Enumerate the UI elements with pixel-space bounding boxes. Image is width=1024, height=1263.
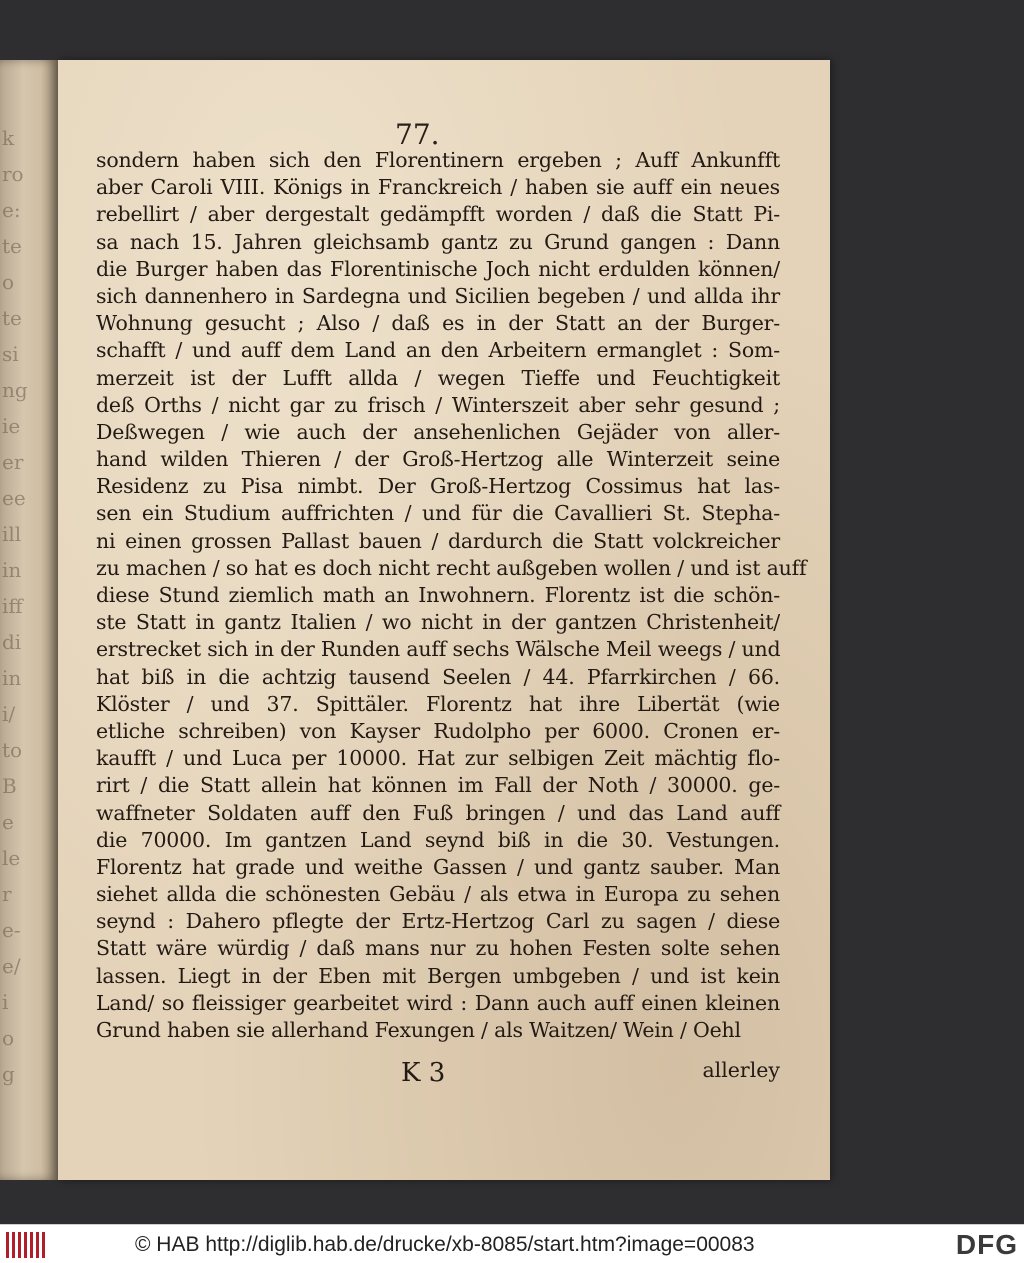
text-line: Florentz hat grade und weithe Gassen / und gantz sauber. Man — [96, 854, 780, 879]
text-line: hat biß in die achtzig tausend Seelen / 44. Pfarrkirchen / 66. — [96, 664, 780, 689]
text-line: Deßwegen / wie auch der ansehenlichen Gejäder von aller- — [96, 419, 780, 444]
dfg-logo[interactable]: DFG — [955, 1229, 1018, 1260]
edge-fragment: B — [2, 774, 17, 798]
page-footer-row — [96, 1058, 780, 1092]
edge-fragment: ro — [2, 162, 24, 186]
text-line: lassen. Liegt in der Eben mit Bergen umbgeben / und ist kein — [96, 963, 780, 988]
edge-fragment: e: — [2, 198, 21, 222]
edge-fragment: o — [2, 270, 15, 294]
edge-fragment: k — [2, 126, 15, 150]
credit-link[interactable]: © HAB http://diglib.hab.de/drucke/xb-8085/start.htm?image=00083 — [135, 1233, 755, 1256]
book-page — [58, 60, 830, 1180]
text-line: aber Caroli VIII. Königs in Franckreich / haben sie auff ein neues — [96, 175, 780, 200]
text-line: Grund haben sie allerhand Fexungen / als Waitzen/ Wein / Oehl — [96, 1018, 741, 1042]
text-line: waffneter Soldaten auff den Fuß bringen / und das Land auff — [96, 800, 780, 825]
edge-fragment: di — [2, 630, 22, 654]
edge-fragment: er — [2, 450, 24, 474]
text-line: zu machen / so hat es doch nicht recht außgeben wollen / und ist auff — [96, 555, 807, 580]
text-line: erstrecket sich in der Runden auff sechs Wälsche Meil weegs / und — [96, 637, 781, 662]
text-line: Residenz zu Pisa nimbt. Der Groß-Hertzog Cossimus hat las- — [96, 474, 780, 499]
edge-fragment: ill — [2, 522, 22, 546]
text-line: seynd : Dahero pflegte der Ertz-Hertzog Carl zu sagen / diese — [96, 909, 780, 934]
edge-fragment: e- — [2, 918, 21, 942]
hab-logo[interactable] — [6, 1232, 48, 1258]
edge-fragment: to — [2, 738, 23, 762]
text-line: sen ein Studium auffrichten / und für die Cavallieri St. Stepha- — [96, 501, 780, 526]
text-line: merzeit ist der Lufft allda / wegen Tieffe und Feuchtigkeit — [96, 365, 780, 390]
text-line: rebellirt / aber dergestalt gedämpfft worden / daß die Statt Pi- — [96, 202, 780, 227]
edge-fragment: iff — [2, 594, 23, 618]
edge-fragment: ie — [2, 414, 21, 438]
edge-fragment: in — [2, 558, 22, 582]
edge-fragment: te — [2, 306, 22, 330]
text-line: die 70000. Im gantzen Land seynd biß in die 30. Vestungen. — [96, 827, 780, 852]
edge-fragment: g — [2, 1062, 15, 1086]
text-line: rirt / die Statt allein hat können im Fall der Noth / 30000. ge- — [96, 773, 780, 798]
signature-mark: K 3 — [401, 1058, 446, 1088]
page-body-text — [96, 147, 807, 1044]
footer-bar — [0, 1224, 1024, 1263]
edge-fragment: e — [2, 810, 14, 834]
text-line: ste Statt in gantz Italien / wo nicht in der gantzen Christenheit/ — [96, 610, 780, 635]
edge-fragment: ee — [2, 486, 26, 510]
edge-fragment: in — [2, 666, 22, 690]
text-line: etliche schreiben) von Kayser Rudolpho per 6000. Cronen er- — [96, 718, 780, 743]
text-line: diese Stund ziemlich math an Inwohnern. Florentz ist die schön- — [96, 583, 780, 607]
text-line: Statt wäre würdig / daß mans nur zu hohen Festen solte sehen — [96, 936, 780, 961]
edge-fragment: ng — [2, 378, 28, 402]
text-line: siehet allda die schönesten Gebäu / als etwa in Europa zu sehen — [96, 882, 780, 907]
text-line: sich dannenhero in Sardegna und Sicilien begeben / und allda ihr — [96, 283, 780, 308]
text-line: schafft / und auff dem Land an den Arbeitern ermanglet : Som- — [96, 338, 780, 363]
left-page-fragments — [2, 120, 42, 1092]
text-line: deß Orths / nicht gar zu frisch / Winterszeit aber sehr gesund ; — [96, 392, 780, 417]
text-line: Land/ so fleissiger gearbeitet wird : Dann auch auff einen kleinen — [96, 990, 780, 1015]
text-line: sa nach 15. Jahren gleichsamb gantz zu Grund gangen : Dann — [96, 229, 780, 254]
edge-fragment: o — [2, 1026, 15, 1050]
page-number: 77. — [395, 118, 440, 151]
text-line: die Burger haben das Florentinische Joch nicht erdulden können/ — [96, 256, 780, 281]
edge-fragment: r — [2, 882, 12, 906]
text-line: Wohnung gesucht ; Also / daß es in der Statt an der Burger- — [96, 311, 780, 336]
catchword: allerley — [702, 1058, 780, 1082]
edge-fragment: i — [2, 990, 9, 1014]
text-line: hand wilden Thieren / der Groß-Hertzog alle Winterzeit seine — [96, 447, 780, 472]
edge-fragment: si — [2, 342, 19, 366]
text-line: ni einen grossen Pallast bauen / dardurch die Statt volckreicher — [96, 528, 780, 553]
edge-fragment: te — [2, 234, 22, 258]
edge-fragment: le — [2, 846, 21, 870]
text-line: kaufft / und Luca per 10000. Hat zur selbigen Zeit mächtig flo- — [96, 746, 780, 771]
text-line: sondern haben sich den Florentinern ergeben ; Auff Ankunfft — [96, 148, 780, 172]
text-line: Klöster / und 37. Spittäler. Florentz hat ihre Libertät (wie — [96, 691, 780, 716]
left-page-edge — [0, 60, 58, 1180]
edge-fragment: e/ — [2, 954, 21, 978]
edge-fragment: i/ — [2, 702, 16, 726]
